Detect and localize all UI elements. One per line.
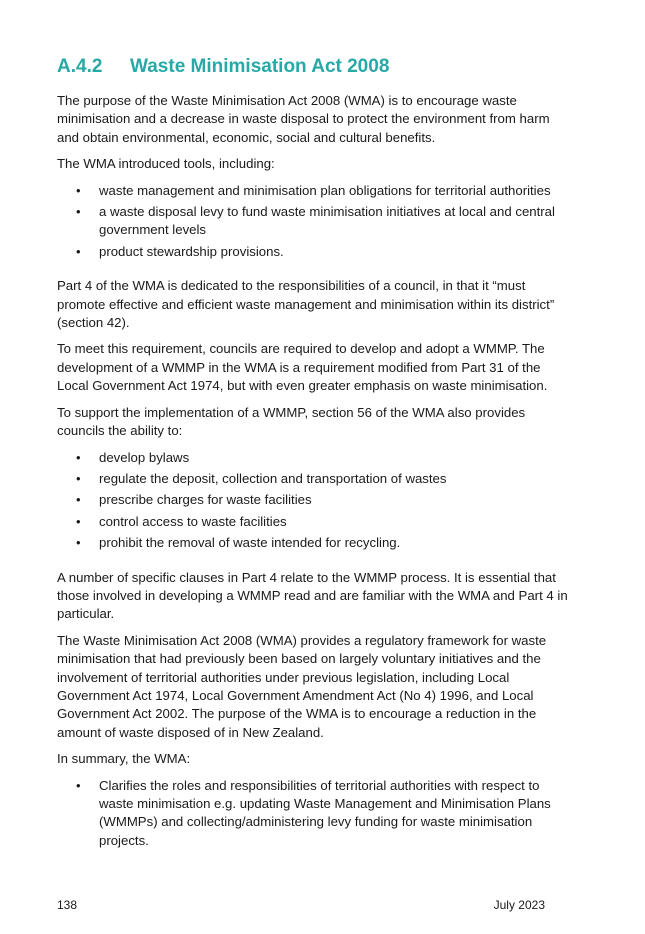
list-item: • waste management and minimisation plan obligations for territorial authorities bbox=[57, 182, 572, 200]
paragraph-clauses: A number of specific clauses in Part 4 relate to the WMMP process. It is essential that those involved in developing a WMMP read and are familiar with the WMA and Part 4 in particular. bbox=[57, 569, 568, 622]
abilities-list bbox=[57, 449, 572, 553]
bullet-icon: • bbox=[76, 204, 81, 220]
tools-list bbox=[57, 182, 572, 262]
list-item: • prescribe charges for waste facilities bbox=[57, 491, 572, 509]
section-heading bbox=[57, 56, 572, 78]
paragraph-tools-intro: The WMA introduced tools, including: bbox=[57, 156, 275, 172]
list-item: • a waste disposal levy to fund waste minimisation initiatives at local and central government levels bbox=[76, 204, 555, 238]
paragraph-purpose: The purpose of the Waste Minimisation Act 2008 (WMA) is to encourage waste minimisation and a decrease in waste disposal to protect the environment from harm and obtain environmental, economic, social and cultural benefits. bbox=[57, 93, 550, 145]
bullet-icon: • bbox=[76, 535, 81, 551]
paragraph-requirement: To meet this requirement, councils are required to develop and adopt a WMMP. The development of a WMMP in the WMA is a requirement modified from Part 31 of the Local Government Act 1974, but with even greater emphasis on waste minimisation. bbox=[57, 341, 548, 394]
bullet-icon: • bbox=[76, 470, 81, 486]
list-item: • develop bylaws bbox=[57, 449, 572, 467]
page-footer bbox=[57, 898, 545, 912]
page-number: 138 bbox=[57, 898, 78, 912]
section-title: Waste Minimisation Act 2008 bbox=[130, 56, 390, 77]
paragraph-section56: To support the implementation of a WMMP, section 56 of the WMA also provides councils the ability to: bbox=[57, 404, 526, 439]
footer-date: July 2023 bbox=[493, 898, 545, 912]
bullet-icon: • bbox=[76, 449, 81, 465]
paragraph-framework: The Waste Minimisation Act 2008 (WMA) provides a regulatory framework for waste minimisation that had previously been based on largely voluntary initiatives and the involvement of territorial authorities under previous legislation, including Local Government Act 1974, Local Government Amendment Act (No 4) 1996, and Local Government Act 2002. The purpose of the WMA is to encourage a reduction in the amount of waste disposed of in New Zealand. bbox=[57, 632, 547, 740]
section-number: A.4.2 bbox=[57, 56, 103, 77]
list-item: • Clarifies the roles and responsibilities of territorial authorities with respect to waste minimisation e.g. updating Waste Management and Minimisation Plans (WMMPs) and collecting/administering levy funding for waste minimisation projects. bbox=[76, 777, 551, 848]
bullet-icon: • bbox=[76, 492, 81, 508]
bullet-icon: • bbox=[76, 243, 81, 259]
bullet-icon: • bbox=[76, 182, 81, 198]
paragraph-part4: Part 4 of the WMA is dedicated to the responsibilities of a council, in that it “must promote effective and efficient waste management and minimisation within its district” (section 42). bbox=[57, 278, 555, 331]
bullet-icon: • bbox=[76, 513, 81, 529]
list-item: • prohibit the removal of waste intended for recycling. bbox=[57, 534, 572, 552]
list-item: • product stewardship provisions. bbox=[57, 243, 572, 261]
summary-list bbox=[57, 777, 572, 851]
list-item: • regulate the deposit, collection and transportation of wastes bbox=[57, 470, 572, 488]
bullet-icon: • bbox=[76, 777, 81, 793]
list-item: • control access to waste facilities bbox=[57, 513, 572, 531]
document-page bbox=[57, 56, 572, 860]
paragraph-summary-intro: In summary, the WMA: bbox=[57, 751, 191, 767]
